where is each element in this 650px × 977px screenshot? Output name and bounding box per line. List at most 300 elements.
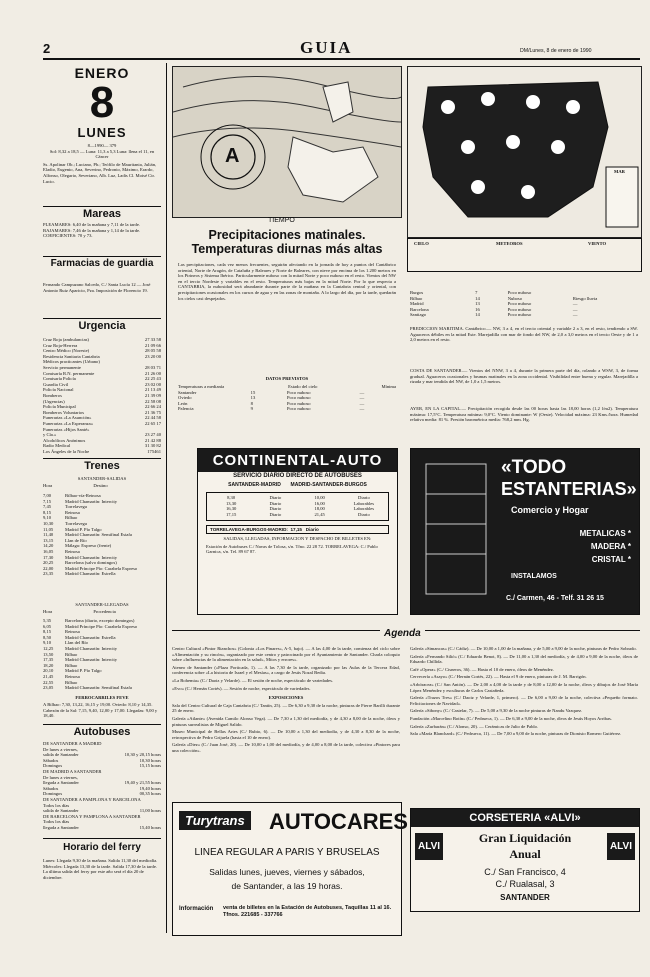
spain-forecast-map: [408, 67, 641, 237]
bus-schedule-cell: Diario: [358, 511, 370, 517]
train-arrival: [43, 685, 161, 691]
train-departure-time: 20,25: [43, 560, 54, 566]
urgencia-rule: [43, 318, 161, 319]
bus-row-label: llegada a Santander: [43, 780, 79, 786]
train-departure-place: Torrelavega: [65, 520, 87, 526]
ad-estanterias: [410, 448, 640, 615]
bus-row-label: De lunes a viernes,: [43, 774, 78, 780]
col-sky: Estado del cielo: [288, 384, 318, 389]
date-sun-moon: Sol: 8,32 a 18,5 — Luna: 11,3 a 5,3 Luna: llena el 11, en Cáncer: [49, 148, 155, 160]
col-destino: Destino: [93, 483, 108, 488]
agenda-left: [172, 646, 400, 754]
bus-schedule-cell: Diario: [358, 495, 370, 501]
bus-schedule-cell: 13,30: [225, 500, 237, 506]
agenda-title: Agenda: [380, 628, 425, 639]
bus-schedule-cell: Diario: [269, 495, 282, 501]
ad-alvi-city: SANTANDER: [500, 893, 550, 902]
train-arrival-place: Madrid Chamartín: Intercity: [65, 657, 118, 663]
train-arrival-place: Madrid Chamartín: Intercity: [65, 645, 118, 651]
train-arrival-place: Madrid Chamartín: Semifinal Estafa: [65, 685, 132, 691]
train-arrival-time: 6,05: [43, 623, 52, 629]
train-departure-place: Reinosa: [65, 509, 80, 515]
ad-turytrans-title: AUTOCARES: [269, 809, 408, 834]
urgencia-row-label: Alcohólicos Anónimos: [43, 437, 86, 443]
weather-city-cell: Poco nuboso: [507, 301, 532, 307]
train-departure-time: 11,05: [43, 526, 54, 532]
ad-turytrans-brand: Turytrans: [179, 811, 251, 830]
weather-cell: Oviedo: [178, 395, 192, 401]
weather-cell: 8: [250, 400, 253, 406]
bus-row-value: 19,40 horas: [139, 785, 161, 791]
urgencia-row-value: 21 26 00: [144, 370, 161, 376]
weather-city-cell: Riesgo lluvia: [572, 295, 598, 301]
weather-map-spain: [407, 66, 642, 238]
ad-estanterias-m1: MADERA *: [590, 542, 631, 551]
weather-cell: León: [178, 400, 188, 406]
train-departure-place: Madrid Chamartín: Intercity: [65, 554, 118, 560]
urgencia-row-value: 28 05 58: [144, 348, 161, 354]
expo-item: Sala del Centro Cultural de Caja Cantabria (C./ Tantín, 25). — De 6,30 a 9,30 de la noche, pinturas de Fierre Barilli durante 25 de enero.: [172, 702, 400, 714]
mareas-title: Mareas: [83, 208, 121, 220]
train-arrival-time: 20,10: [43, 668, 54, 674]
weather-city-cell: —: [572, 301, 578, 307]
ad-alvi-logo-left: ALVI: [415, 833, 443, 860]
urgencia-row-label: Centro Médico (Noreste): [43, 348, 90, 354]
train-departure-time: 9,10: [43, 515, 52, 521]
legend-viento: VIENTO: [588, 241, 607, 246]
bus-row-label: DE BARCELONA Y PAMPLONA A SANTANDER: [43, 813, 141, 819]
date-box: [43, 63, 161, 208]
train-departure-time: 7,15: [43, 498, 52, 504]
urgencia-row-label: Policía Nacional: [43, 387, 74, 393]
train-departure-time: 14,20: [43, 543, 54, 549]
weather-city-cell: Poco nuboso: [507, 290, 532, 295]
train-departure-place: Madrid Príncipe Pío: Carabela Expreso: [65, 565, 138, 571]
agenda-right: [410, 646, 638, 737]
train-arrival-place: Reinosa: [65, 629, 80, 635]
bus-row-value: 10,30 horas: [139, 757, 161, 763]
feve-text: A Bilbao: 7,30, 13,22, 16,15 y 19,00. Oviedo: 8,10 y 14,35. Cabezón de la Sal: 7,15, 9,40, 12,00 y 17,00. Llegadas: 9,00 y 18,40.: [43, 702, 158, 719]
agenda-item: Galería «Fernando Silió» (C./ Eduardo Benot, 8). — De 11,00 a 1,30 del mediodía, y de 4,00 a 9,00 de la noche, óleos de Eduardo Chillida.: [410, 653, 638, 665]
train-departure-place: Bilbao-vía-Reinosa: [65, 493, 101, 498]
date-year-line: 8—1990— 379: [87, 143, 117, 148]
train-departure-place: Torrelavega: [65, 504, 87, 510]
col-hora: Hora: [43, 609, 53, 614]
train-departure-place: Madrid P. Pío Talgo: [65, 526, 102, 532]
ad-alvi: [410, 808, 640, 912]
col-min: Mínima: [381, 384, 396, 389]
weather-cell: —: [359, 406, 365, 412]
mareas-line: PLEAMARES: 6,40 de la mañana y 7,11 de la tarde.: [43, 222, 141, 227]
ad-estanterias-m0: METALICAS *: [579, 529, 631, 538]
weather-city-cell: 14: [475, 295, 480, 301]
bus-row-label: DE SANTANDER A PAMPLONA Y BARCELONA: [43, 796, 141, 802]
legend-meteoros: METEOROS: [496, 241, 523, 246]
train-arrival-time: 22,55: [43, 679, 54, 685]
urgencia-row-label: Bomberos: [43, 392, 62, 398]
weather-city-cell: Nuboso: [507, 295, 523, 301]
urgencia-row-value: 31 30 82: [144, 443, 161, 449]
trenes-title: Trenes: [84, 460, 120, 472]
bus-schedule-cell: 10,00: [314, 495, 325, 501]
urgencia-row-label: Cruz Roja (ambulancias): [43, 337, 89, 342]
weather-cell: —: [359, 395, 365, 401]
weather-city-cell: Bilbao: [410, 295, 423, 301]
train-departure-time: 17,30: [43, 554, 54, 560]
ad-alvi-line2: Anual: [509, 847, 541, 861]
agenda-item: «Arbóracea» (C./ San Antón). — De 2,00 a 4,00 de la tarde y de 8,00 a 12,00 de la noche, óleos y dibujos de José María López Menéndez y esculturas de Carlos Castañeda.: [410, 681, 638, 693]
bus-row-label: DE MADRID A SANTANDER: [43, 768, 102, 774]
train-departure-time: 10,30: [43, 520, 54, 526]
weather-body: Las precipitaciones, cada vez menos frecuentes, seguirán afectando en la jornada de hoy a puntos del Cantábrico oriental, Norte de Aragón, de Cataluña y Baleares y Norte de Baleares, con nieve por encima de los 1.200 metros en los Pirineos y Sistema Ibérico. Particularmente nuboso con la mitad Norte y poco nuboso en el resto. Vientos del NW en el tercio Nordeste y variables en el resto. Temperaturas más bajas en la mitad Norte. Por lo que respecta a CANTABRIA, la nubosidad será abundante durante parte de la mañana en la Cantabria central y oriental, con precipitaciones ocasionales en los cursos de agua y en las zonas de montaña. A lo largo del día, por la tarde, quedarán los cielos casi despejados.: [178, 262, 396, 301]
urgencia-row-value: 175461: [147, 448, 161, 454]
bus-schedule-cell: 8,30: [227, 495, 236, 501]
trenes-llegadas-title: SANTANDER-LLEGADAS: [75, 602, 129, 607]
bus-row-label: Domingos: [43, 763, 63, 769]
agenda-item: Fundación «Marcelino Botín» (C./ Pedrueca, 1). — De 6,30 a 9,00 de la noche, óleos de Jesús Hoyos Arribas.: [410, 715, 612, 721]
train-arrival-time: 18,20: [43, 662, 54, 668]
ferry-line: La última salida del ferry por este año será el día 20 de diciembre.: [43, 869, 144, 880]
urgencia-row-label: Funerarias «La Esperanza»: [43, 420, 93, 426]
urgencia-row-value: 21 42 88: [144, 437, 161, 443]
date-day: 8: [89, 78, 115, 127]
ad-turytrans-info: venta de billetes en la Estación de Autobuses, Taquillas 11 al 16. Tfnos. 221685 - 337766: [223, 905, 392, 918]
ad-estanterias-subtitle: Comercio y Hogar: [511, 505, 589, 515]
weather-city-row: [410, 312, 638, 318]
ferry-rule: [43, 838, 161, 839]
ad-estanterias-title2: ESTANTERIAS»: [501, 479, 637, 499]
urgencia-row-value: 22 58 08: [144, 398, 161, 404]
costa-santander: COSTA DE SANTANDER.— Vientos del NNW, 3 a 4, durante la primera parte del día, rolando a WSW, 3, de forma gradual. Aguaceros ocasionales y brumas matinales en la zona occidental. Visibilidad entre buena y regular. Marejadilla a rizada y mar tendida del NW, de 1,0 a 1,5 metros.: [410, 368, 638, 385]
page-number: 2: [43, 41, 51, 56]
train-arrival-time: 21,45: [43, 673, 54, 679]
weather-cell: 15: [250, 389, 256, 395]
weather-table: [178, 384, 396, 412]
bus-row-label: salida de Santander: [43, 808, 79, 814]
ad-continental-note: SALIDAS, LLEGADAS, INFORMACION Y DESPACHO DE BILLETES EN:: [223, 536, 372, 542]
urgencia-row-value: 22 65 17: [144, 420, 161, 426]
urgencia-row-value: 21 36 75: [144, 409, 161, 415]
bus-schedule-cell: Diario: [269, 506, 282, 512]
bus-row-label: Todos los días: [43, 819, 70, 825]
weather-city-cell: —: [572, 312, 578, 318]
isobar-map: [173, 67, 401, 217]
ad-continental-auto: [197, 448, 398, 615]
train-departure-place: Madrid Chamartín: Estrella: [65, 571, 116, 577]
ad-continental-table: [206, 492, 389, 520]
mareas-rule: [43, 206, 161, 207]
ad-turytrans-line3: de Santander, a las 19 horas.: [231, 881, 343, 891]
train-departure-time: 7,00: [43, 493, 52, 498]
trenes-salidas-title: SANTANDER-SALIDAS: [77, 476, 127, 481]
col-hora: Hora: [43, 483, 53, 488]
ad-turytrans-info-label: Información: [179, 906, 214, 912]
weather-right-table: [410, 290, 638, 318]
train-arrival-place: Reinosa: [65, 673, 80, 679]
bus-schedule-cell: Diario: [269, 500, 282, 506]
ad-turytrans: [172, 802, 408, 936]
weather-cell: Palencia: [178, 406, 194, 412]
weather-city-cell: 7: [475, 290, 478, 295]
section-title: GUIA: [300, 38, 353, 57]
train-arrival-place: Bilbao: [65, 679, 78, 685]
bus-row-value: 15,15 horas: [139, 763, 161, 769]
bus-row-value: 15,40 horas: [139, 824, 161, 830]
trenes-rule: [43, 458, 161, 459]
expo-item: Museo Municipal de Bellas Artes (C./ Rubio, 6). — De 10,00 a 1,30 del mediodía, y de 4,30 a 8,30 de la noche, retrospectiva de Pedro Grijuela (hasta el 10 de enero).: [172, 729, 400, 740]
ad-estanterias-m2: CRISTAL *: [591, 555, 631, 564]
ad-continental-torrelavega: TORRELAVEGA-BURGOS-MADRID: 17,15 Diario: [206, 525, 389, 535]
ferry-line: Miércoles: Llegada 13,30 de la tarde. Salida 17,30 de la tarde.: [43, 863, 158, 869]
agenda-item: «La Bohemia» (C./ Daoiz y Velarde). — El sesión de noche, espectáculo de variedades.: [172, 677, 334, 683]
train-departure-time: 8,15: [43, 509, 52, 515]
train-departure-place: Barcelona (salvo domingos): [65, 560, 117, 566]
feve-title: FERROCARRILES FEVE: [75, 695, 129, 700]
train-departure-time: 23,35: [43, 571, 54, 577]
ad-turytrans-line1: LINEA REGULAR A PARIS Y BRUSELAS: [194, 847, 380, 858]
weather-cell: —: [359, 400, 365, 406]
urgencia-row-value: 21 39 09: [144, 392, 161, 398]
train-departure-time: 22,00: [43, 565, 54, 571]
ad-estanterias-instal: INSTALAMOS: [511, 573, 557, 580]
bus-row-label: Todos los días: [43, 802, 70, 808]
trenes-llegadas-list: [43, 618, 161, 691]
bus-schedule-cell: 18,00: [314, 506, 325, 512]
urgencia-row-value: 27 33 58: [144, 337, 161, 342]
agenda-item: Café «Opera» (C./ Cisneros, 36). — Hasta el 10 de enero, óleos de Menéndez.: [410, 666, 554, 672]
bus-schedule-cell: 17,15: [225, 511, 237, 517]
agenda-item: Galería «Trazos Tres» (C./ Daoiz y Velarde, 1, primero). — De 6,00 a 9,00 de la noche, colectiva «Pequeño formato. Felicitaciones de Navidad».: [410, 695, 638, 706]
weather-cell: Poco nuboso: [287, 400, 311, 406]
train-arrival-place: Llan del Río: [65, 640, 88, 646]
train-arrival-place: Madrid Príncipe Pío: Carabela Expreso: [65, 623, 138, 629]
agenda-item: Ateneo de Santander («Plaza Porticada, 1). — A las 7,30 de la tarde, organizado por las Aulas de la Tercera Edad, conferencia sobre «La historia de Israel y el Mesías», a cargo de Jesús Nozal Bedia.: [172, 664, 400, 676]
train-arrival-time: 23,05: [43, 685, 54, 691]
train-arrival-time: 17,35: [43, 657, 54, 663]
urgencia-row-label: Cruz Roja-Herrera: [43, 342, 78, 348]
bus-schedule-row: [209, 512, 386, 518]
ad-alvi-logo-right: ALVI: [607, 833, 635, 860]
weather-row: [178, 406, 396, 412]
bus-row-value: 11,00 horas: [139, 808, 161, 814]
ferry-line: Lunes: Llegada 9,30 de la mañana. Salida 11,30 del mediodía.: [43, 858, 158, 863]
bus-schedule-cell: Diario: [269, 511, 282, 517]
train-arrival-time: 5,35: [43, 618, 52, 623]
urgencia-row-label: Funerarias «Hijos Santé»: [43, 426, 90, 432]
weather-city-cell: Santiago: [410, 312, 427, 318]
urgencia-row-label: Los Ángeles de la Noche: [43, 448, 90, 454]
weather-cell: 9: [250, 406, 253, 412]
trenes-llegadas-header: [43, 609, 161, 615]
mareas-line: COEFICIENTES: 70 y 73.: [43, 233, 93, 239]
ad-estanterias-address: C./ Carmen, 46 - Telf. 31 26 15: [506, 595, 604, 602]
train-arrival-place: Madrid P. Pío Talgo: [65, 668, 102, 674]
bus-schedule-cell: 16,00: [314, 500, 325, 506]
anticyclone-label: A: [225, 145, 240, 167]
urgencia-row-label: Guardia Civil: [43, 381, 69, 387]
bus-schedule-cell: Laborables: [353, 506, 375, 512]
train-departure-place: Llan de Río: [65, 537, 87, 543]
urgencia-row-value: 22 44 58: [144, 415, 161, 421]
urgencia-row-value: 22 66 24: [144, 404, 161, 410]
train-departure-place: Reinosa: [65, 548, 80, 554]
urgencia-row-label: (Urgencias): [43, 398, 65, 404]
weather-city-cell: Madrid: [410, 301, 424, 307]
ferry-body: [43, 858, 161, 880]
autobuses-list: [43, 741, 161, 831]
ad-alvi-addr1: C./ San Francisco, 4: [484, 867, 566, 877]
urgencia-row-value: 21 13 49: [144, 387, 161, 393]
date-saints: Ss. Apolinar Ob.; Luciano, Pb.; Teófilo de Mauritania, Julián, Eladio, Eugenio, Ana, Severino, Pedronio, Máximo, Erardo, Alfonso, Olegario, Severiano, Alb. Luz, Ladis Cl. Moisé Cir. Lucio.: [43, 161, 157, 184]
weather-city-cell: Barcelona: [410, 306, 429, 312]
date-weekday: LUNES: [77, 125, 127, 140]
train-arrival-place: Barcelona (diario, excepto domingos): [65, 618, 135, 623]
agenda-item: Galería «Zurbarán» (C./ Alonso, 20). — Cerámicas de Julio de Pablo.: [410, 723, 539, 729]
train-departure-place: Bilbao: [65, 515, 78, 521]
urgencia-row-label: Residencia Sanitaria Cantabria: [43, 353, 100, 359]
agenda-item: Cervecería «Asayo» (C./ Hernán Cortés, 22). — Hasta el 9 de enero, pinturas de J. M. Barrigón.: [410, 674, 587, 680]
weather-city-cell: Poco nuboso: [507, 312, 532, 318]
train-arrival-place: Bilbao: [65, 651, 78, 657]
urgencia-row-value: 23 27 40: [144, 432, 161, 438]
agenda-item: Sala «María Blanchard» (C./ Pedrueca, 11). — De 7,00 a 9,00 de la noche, pinturas de Dionisio Romero Gutiérrez.: [410, 731, 622, 737]
train-arrival-time: 13,50: [43, 651, 54, 657]
bus-row-label: De lunes a viernes,: [43, 746, 78, 752]
urgencia-row-label: Radio Medical: [43, 443, 71, 449]
train-arrival-time: 8,50: [43, 634, 52, 640]
weather-cell: Santander: [178, 389, 197, 395]
urgencia-row-label: y Cía.»: [43, 432, 57, 438]
ad-continental-subtitle: SERVICIO DIARIO DIRECTO DE AUTOBUSES: [233, 473, 362, 479]
ad-continental-route: SANTANDER-MADRID MADRID-SANTANDER-BURGOS: [228, 481, 367, 488]
autobuses-rule: [43, 724, 161, 725]
legend-mar: MAR: [614, 169, 625, 174]
trenes-salidas-header: [43, 483, 161, 489]
expo-title: EXPOSICIONES: [268, 695, 304, 701]
train-departure-place: Madrid Chamartín: Intercity: [65, 498, 118, 504]
weather-city-cell: 14: [475, 312, 480, 318]
ad-alvi-brand: CORSETERIA «ALVI»: [411, 809, 639, 827]
weather-city-cell: Burgos: [410, 290, 424, 295]
train-arrival-time: 9,10: [43, 640, 52, 646]
date-month: ENERO: [74, 65, 130, 81]
weather-city-cell: 16: [475, 306, 480, 312]
urgencia-row-label: Funerarias «La Asunción»: [43, 415, 92, 421]
ad-estanterias-title1: «TODO: [501, 457, 567, 478]
train-departure-time: 16,05: [43, 548, 54, 554]
bus-row-label: Domingos: [43, 791, 63, 797]
urgencia-row-label: Policía Municipal: [43, 404, 76, 410]
urgencia-row-value: 22 25 43: [144, 376, 161, 382]
urgencia-row-value: 23 20 00: [144, 353, 161, 359]
legend-cielo: CIELO: [414, 241, 429, 246]
farmacias-title: Farmacias de guardia: [50, 258, 154, 269]
weather-city-cell: —: [572, 306, 578, 312]
urgencia-row-value: 23 02 00: [144, 381, 161, 387]
col-temp: Temperaturas a medianía: [178, 384, 225, 389]
dateline: DM/Lunes, 8 de enero de 1990: [520, 48, 592, 54]
bus-row-label: salida de Santander: [43, 752, 79, 758]
autobuses-title: Autobuses: [73, 726, 131, 738]
ayer-capital: AYER, EN LA CAPITAL.— Precipitación recogida desde las 00 horas hasta las 18,00 horas (1,2 l/m2). Temperatura máxima: 17,5°C. Temperatura mínima: 9,0°C. Viento dominante: W (Oeste). Velocidad máxima: 23 Kms./hora. Humedad relativa media: 81 %. Presión barométrica media: 768,2 mm. Hg.: [410, 406, 638, 423]
ad-alvi-line1: Gran Liquidación: [478, 831, 572, 845]
bus-row-value: 00,35 horas: [139, 791, 161, 797]
mareas-body: [43, 222, 161, 239]
expo-item: Galería «Diez» (C./ Juan José, 20). — De 10,00 a 1,00 del mediodía, y de 4,00 a 8,00 de la tarde, colectiva «Pintores para una colección».: [172, 742, 400, 753]
urgencia-row-label: Bomberos Voluntarios: [43, 409, 85, 415]
urgencia-row-label: Comisaría R.N. permanente: [43, 370, 95, 376]
urgencia-row-value: 28 03 71: [144, 364, 161, 370]
urgencia-row-label: Comisaría Policía: [43, 376, 76, 382]
bus-row-value: 10,30 y 20,15 horas: [124, 752, 161, 758]
train-arrival-time: 8,15: [43, 629, 52, 635]
train-departure-time: 13,15: [43, 537, 54, 543]
weather-city-cell: Poco nuboso: [507, 306, 532, 312]
ferry-title: Horario del ferry: [63, 842, 141, 853]
header-rule: [43, 58, 640, 60]
urgencia-row-label: Servicio permanente: [43, 364, 81, 370]
train-departure: [43, 571, 161, 577]
weather-legend: [407, 238, 642, 272]
train-departure-time: 7,45: [43, 504, 52, 510]
trenes-salidas-list: [43, 493, 161, 577]
bus-schedule-cell: Laborables: [353, 500, 375, 506]
train-departure-place: Málaga: Expreso (frente): [65, 543, 112, 549]
bus-row-label: llegada a Santander: [43, 824, 79, 830]
weather-cell: Poco nuboso: [287, 389, 311, 395]
expo-item: Galería «Atlante» (Avenida Camilo Alonso Vega). — De 7,30 a 1,30 del mediodía, y de 4,30 a 8,00 de la noche, óleos y pinturas surrealistas de Miguel Salido.: [172, 715, 400, 727]
agenda-item: Centro Cultural «Pintor Rianchos» (Colonia «Los Pinares», A-5, bajo). — A las 4,00 de la tarde, comienza del ciclo sobre «Alimentación y su rincón», organizado por este centro y patrocinado por el Ayuntamiento de Santander. Charla coloquio sobre «Influencias de la alimentación en la salud», Mitos y errores».: [172, 646, 400, 663]
farmacias-body: Fernando Campuzano Salcedo, C./ Santa Lucía 12 — José Antonio Ruiz Aparicio, Pza. Imposición de Florencio 19.: [43, 282, 151, 293]
bus-row-label: Sábados: [43, 757, 59, 763]
bus-row: [43, 825, 161, 831]
prediccion-maritima: PREDICCION MARITIMA. Cantábrico.— NW, 3 a 4, en el tercio oriental y variable 2 a 3, en el resto, tendiendo a SW. Aguaceros débiles en la mitad Este. Marejadilla con mar de fondo del NW, de 2,0 a 3,0 metros en el tercio Oeste y de 1 a 2,0 metros en el resto.: [410, 326, 638, 343]
urgencia-list: [43, 337, 161, 454]
ad-continental-brand: CONTINENTAL-AUTO: [198, 449, 397, 472]
agenda-item: Galería «Sibony» (C./ Castelar, 7). — De 5,00 a 9,30 de la noche pinturas de Nandu Vazquez.: [410, 708, 583, 714]
bus-schedule-cell: 16,30: [225, 506, 237, 512]
ad-alvi-addr2: C./ Rualasal, 3: [495, 879, 555, 889]
weather-map-europe: [172, 66, 402, 218]
agenda-item: Galería «Simancas» (C./ Cádiz). — De 10,00 a 1,00 de la mañana, y de 5,00 a 9,00 de la noche, pinturas de Pedro Sobrado.: [410, 646, 637, 651]
weather-cell: Poco nuboso: [287, 395, 311, 401]
farmacias-rule: [43, 256, 161, 257]
train-arrival-time: 12,25: [43, 645, 54, 651]
urgencia-title: Urgencia: [78, 320, 126, 332]
bus-row-label: Sábados: [43, 785, 59, 791]
shelf-illustration: [421, 459, 491, 599]
column-divider: [166, 63, 167, 933]
bus-schedule-cell: 21,45: [314, 511, 325, 517]
urgencia-row-value: 21 09 66: [144, 342, 161, 348]
weather-table-title: DATOS PREVISTOS: [265, 376, 309, 381]
weather-cell: 13: [250, 395, 256, 401]
col-procedencia: Procedencia: [93, 609, 116, 614]
urgencia-row-label: Médicos practicantes (Urbano): [43, 359, 100, 365]
ad-continental-address: Estación de Autobuses C./ Navas de Tolosa, s/n. Tfno. 22 28 72. TORRELAVEGA: C./ Pablo Garnica, s/n. Tel. 89 67 87.: [206, 543, 378, 555]
ad-turytrans-line2: Salidas lunes, jueves, viernes y sábados,: [209, 867, 365, 877]
agenda-item: «Evo» (C./ Hernán Cortés). — Sesión de noche, espectáculo de variedades.: [172, 685, 311, 691]
urgencia-row: [43, 449, 161, 455]
weather-cell: Poco nuboso: [287, 406, 311, 412]
weather-city-cell: 13: [475, 301, 480, 307]
train-arrival-place: Madrid Chamartín: Estrella: [65, 634, 116, 640]
weather-headline: Precipitaciones matinales. Temperaturas diurnas más altas: [191, 228, 383, 256]
train-departure-place: Madrid Chamartín: Semifinal Estafa: [65, 532, 132, 538]
train-arrival-place: Bilbao: [65, 662, 78, 668]
weather-cell: —: [359, 389, 365, 395]
bus-row-label: DE SANTANDER A MADRID: [43, 741, 102, 746]
